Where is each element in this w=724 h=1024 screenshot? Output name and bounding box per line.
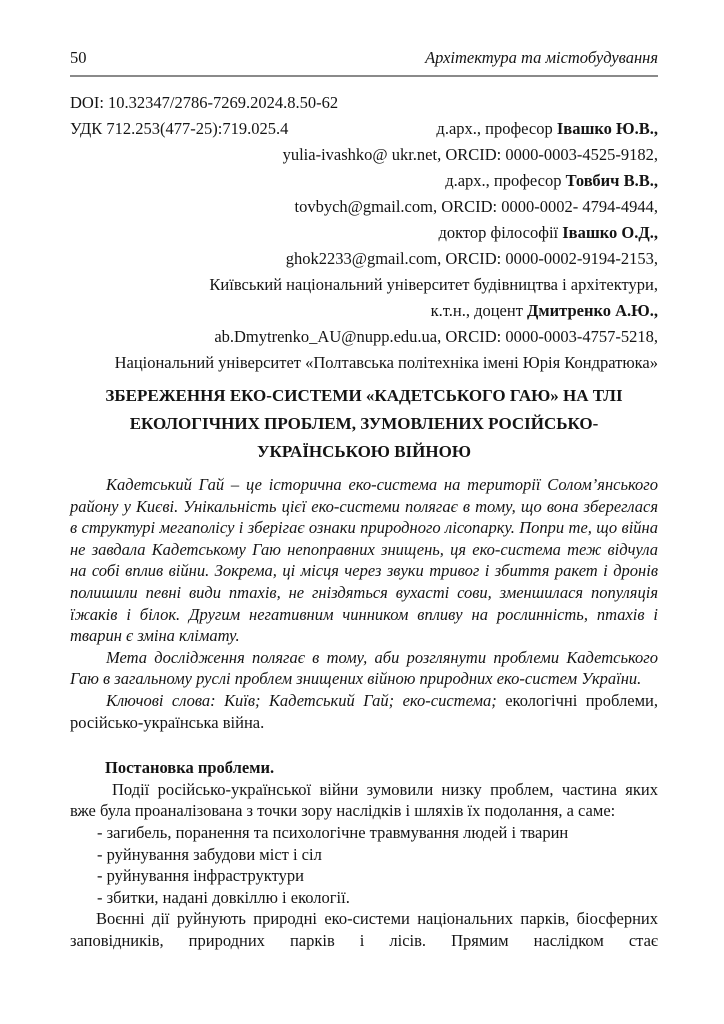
authors-block [70,142,658,376]
list-item: - загибель, поранення та психологічне травмування людей і тварин [97,822,569,842]
body-paragraph-2: Воєнні дії руйнують природні еко-системи національних парків, біосферних заповідників, природних парків і лісів. Прямим наслідком стає [70,909,658,950]
list-item: - руйнування забудови міст і сіл [97,844,322,864]
author-name: Товбич В.В., [565,171,658,190]
author-name: Івашко О.Д., [562,223,658,242]
keywords [70,690,658,733]
author-degree: доктор філософії [438,223,563,242]
author-email-orcid: tovbych@gmail.com, ORCID: 0000-0002- 4794-4944, [294,197,658,216]
author-line-1 [436,116,658,142]
author-name: Івашко Ю.В., [556,119,658,138]
keywords-label: Ключові слова: Київ; Кадетський Гай; еко-система; [106,690,497,710]
abstract-paragraph-1: Кадетський Гай – це історична еко-система на території Солом’янського району у Києві. Унікальність цієї еко-системи полягає в тому, що вона збереглася в структурі мегаполісу і зберігає ознаки природного лісопарку. Попри те, що війна не завдала Кадетському Гаю непоправних знищень, ця еко-система теж відчула на собі вплив війни. Зокрема, ці місця через звуки тривог і збиття ракет і дронів полишили певні види птахів, не гніздяться вухасті сови, зменшилася популяція їжаків і білок. Другим негативним чинником впливу на рослинність, птахів і тварин є зміна клімату. [70,475,658,646]
body-text [70,757,658,951]
abstract-paragraph-2: Мета дослідження полягає в тому, аби розглянути проблеми Кадетського Гаю в загальному руслі проблем знищених війною природних еко-систем України. [70,647,658,689]
udc-code: УДК 712.253(477-25):719.025.4 [70,119,289,138]
affiliation: Київський національний університет будівництва і архітектури, [209,275,658,294]
affiliation: Національний університет «Полтавська політехніка імені Юрія Кондратюка» [114,353,658,372]
author-line-4 [70,298,658,324]
list-item: - збитки, надані довкіллю і екології. [97,887,350,907]
meta-block [70,90,658,142]
udc-row [70,116,658,142]
author-email-orcid: ab.Dmytrenko_AU@nupp.edu.ua, ORCID: 0000-0003-4757-5218, [214,327,658,346]
list-item: - руйнування інфраструктури [97,866,304,886]
keywords-rest: екологічні проблеми, російсько-українська війна. [70,690,658,732]
author-email-orcid: ghok2233@gmail.com, ORCID: 0000-0002-9194-2153, [285,249,658,268]
problem-list [70,822,658,908]
author-email-orcid: yulia-ivashko@ ukr.net, ORCID: 0000-0003-4525-9182, [282,145,658,164]
author-name: Дмитренко А.Ю., [527,301,658,320]
page-number: 50 [70,48,87,67]
article-title: ЗБЕРЕЖЕННЯ ЕКО-СИСТЕМИ «КАДЕТСЬКОГО ГАЮ» НА ТЛІ ЕКОЛОГІЧНИХ ПРОБЛЕМ, ЗУМОВЛЕНИХ РОСІЙСЬКО-УКРАЇНСЬКОЮ ВІЙНОЮ [105,386,623,461]
author-degree: д.арх., професор [436,119,557,138]
body-paragraph-1: Події російсько-української війни зумовили низку проблем, частина яких вже була проаналізована з точки зору наслідків і шляхів їх подолання, а саме: [70,779,658,821]
author-line-3 [70,220,658,246]
author-degree: к.т.н., доцент [430,301,528,320]
doi-line: DOI: 10.32347/2786-7269.2024.8.50-62 [70,93,339,112]
author-degree: д.арх., професор [445,171,566,190]
journal-title: Архітектура та містобудування [425,48,658,67]
section-heading: Постановка проблеми. [105,758,275,778]
abstract [70,474,658,733]
author-line-2 [70,168,658,194]
running-header [70,48,658,77]
